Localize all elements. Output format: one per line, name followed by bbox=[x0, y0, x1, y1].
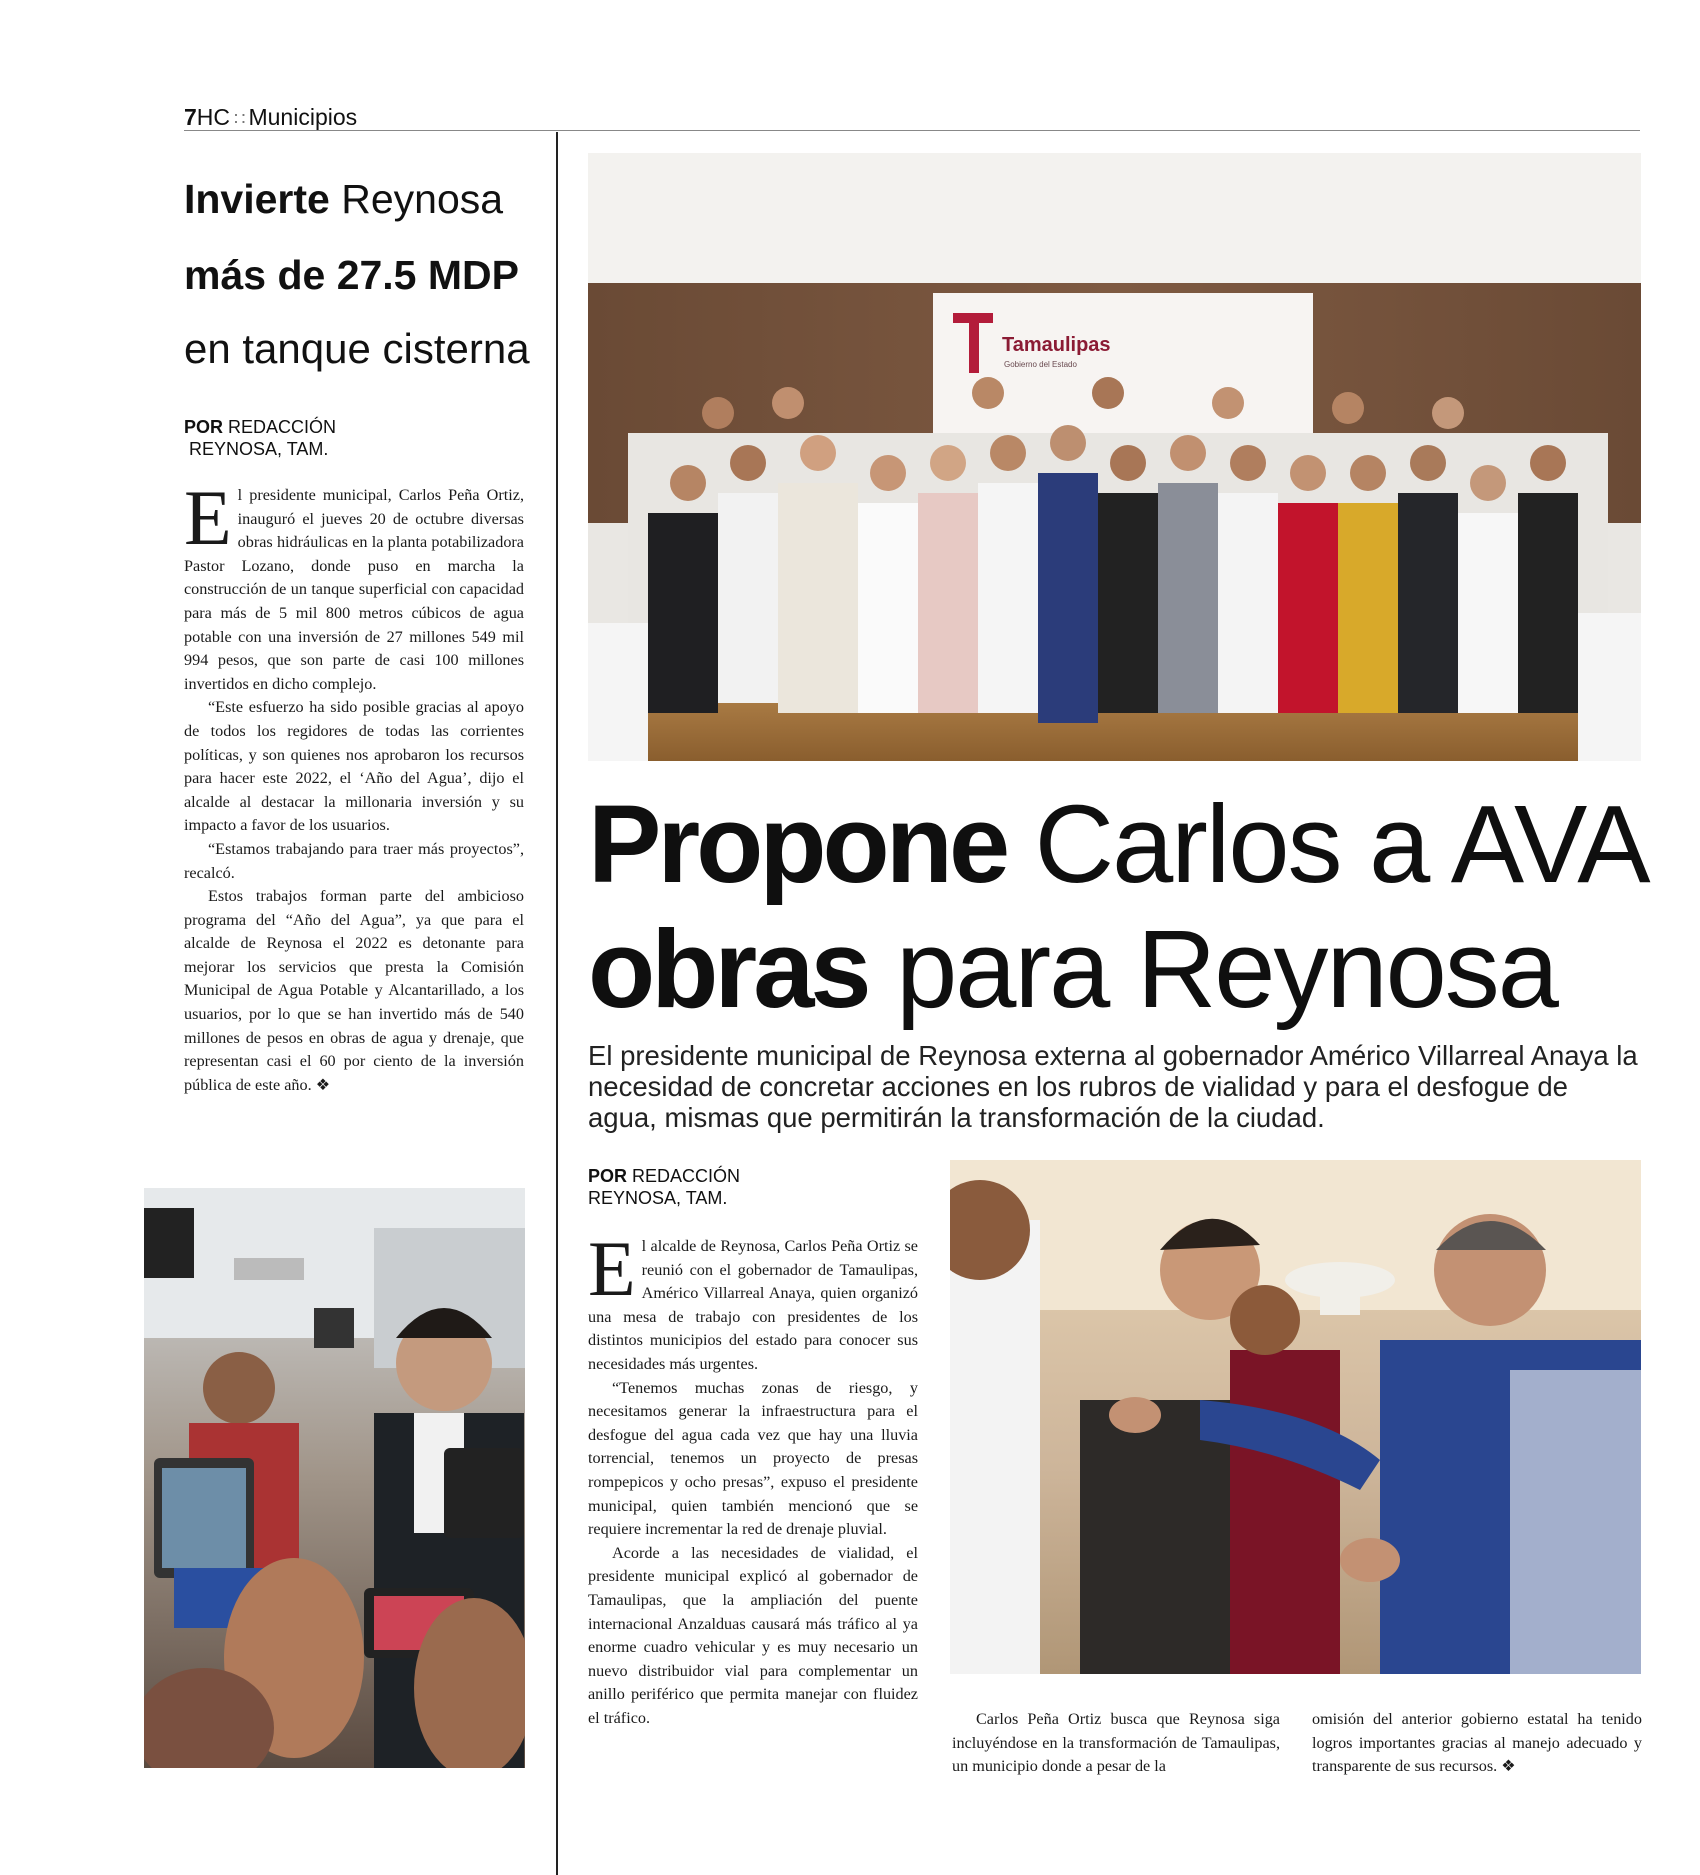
paragraph: l alcalde de Reynosa, Carlos Peña Ortiz se reunió con el gobernador de Tamaulipas, Américo Villarreal Anaya, quien organizó una mesa de trabajo con presidentes de los distintos municipios del estado para conocer sus necesidades más urgentes. bbox=[588, 1237, 918, 1373]
drop-cap: E bbox=[184, 474, 232, 561]
byline-por: POR bbox=[588, 1166, 628, 1186]
paragraph: Acorde a las necesidades de vialidad, el presidente municipal explicó al gobernador de Tamaulipas, que la ampliación del puente internacional Anzalduas causará más tráfico al ya enorme cuadro vehicular y es muy necesario un nuevo distribuidor vial para complementar un anillo periférico que permita manejar con fluidez el tráfico. bbox=[588, 1543, 918, 1727]
handshake-photo-illustration bbox=[950, 1160, 1641, 1674]
paragraph: “Estamos trabajando para traer más proyectos”, recalcó. bbox=[184, 839, 524, 882]
banner-sub: Gobierno del Estado bbox=[1004, 360, 1077, 369]
paragraph: Estos trabajos forman parte del ambicioso programa del “Año del Agua”, ya que para el alcalde de Reynosa el 2022 es detonante para mejorar los servicios que presta la Comisión Municipal de Agua Potable y Alcantarillado, a los usuarios, por lo que se han invertido más de 540 millones de pesos en obras de agua y drenaje, que representan casi el 60 por ciento de la inversión pública de este año. ❖ bbox=[184, 887, 524, 1094]
page-folio bbox=[184, 104, 357, 131]
handshake-photo bbox=[950, 1160, 1641, 1674]
byline-por: POR bbox=[184, 417, 224, 437]
header-rule bbox=[184, 130, 1640, 131]
left-byline bbox=[184, 416, 336, 460]
banner-brand: Tamaulipas bbox=[1002, 334, 1111, 356]
group-photo bbox=[588, 153, 1641, 761]
left-headline-line2: más de 27.5 MDP bbox=[184, 252, 519, 298]
column-rule bbox=[556, 132, 558, 1875]
closing-paragraph-part2: omisión del anterior gobierno estatal ha tenido logros importantes gracias al manejo adecuado y transparente de sus recursos. ❖ bbox=[1312, 1710, 1642, 1776]
paragraph: “Este esfuerzo ha sido posible gracias al apoyo de todos los regidores de todas las corrientes políticas, y son quienes nos aprobaron los recursos para hacer este 2022, el ‘Año del Agua’, dijo el alcalde al destacar la millonaria inversión y su impacto a favor de los usuarios. bbox=[184, 698, 524, 835]
main-headline-rest: para Reynosa bbox=[867, 908, 1557, 1031]
left-headline-line3: en tanque cisterna bbox=[184, 325, 530, 372]
main-headline-line1 bbox=[588, 785, 1649, 905]
press-photo bbox=[144, 1188, 525, 1768]
main-dek: El presidente municipal de Reynosa externa al gobernador Américo Villarreal Anaya la necesidad de concretar acciones en los rubros de vialidad y para el desfogue de agua, mismas que permitirán la transformación de la ciudad. bbox=[588, 1040, 1638, 1133]
main-headline-rest: Carlos a AVA bbox=[1006, 783, 1649, 906]
separator-icon: ∷ bbox=[234, 109, 245, 129]
byline-author: REDACCIÓN bbox=[627, 1166, 741, 1186]
left-headline-line1 bbox=[184, 176, 503, 223]
paper-name: HC bbox=[196, 104, 231, 130]
byline-author: REDACCIÓN bbox=[223, 417, 337, 437]
left-headline-bold: Invierte bbox=[184, 176, 330, 222]
drop-cap: E bbox=[588, 1225, 636, 1312]
section-name: Municipios bbox=[248, 104, 358, 130]
paragraph: l presidente municipal, Carlos Peña Ortiz, inauguró el jueves 20 de octubre diversas obras hidráulicas en la planta potabilizadora Pastor Lozano, donde puso en marcha la construcción de un tanque superficial con capacidad para más de 5 mil 800 metros cúbicos de agua potable con una inversión de 27 millones 549 mil 994 pesos, que son parte de casi 100 millones invertidos en dicho complejo. bbox=[184, 486, 524, 693]
main-article-body bbox=[588, 1225, 918, 1730]
press-photo-illustration bbox=[144, 1188, 525, 1768]
page-number: 7 bbox=[184, 104, 197, 130]
left-article-body bbox=[184, 474, 524, 1097]
group-photo-illustration bbox=[588, 153, 1641, 761]
closing-paragraph-part1: Carlos Peña Ortiz busca que Reynosa siga incluyéndose en la transformación de Tamaulipas, un municipio donde a pesar de la bbox=[952, 1710, 1280, 1776]
byline-place: REYNOSA, TAM. bbox=[588, 1188, 728, 1208]
byline-place: REYNOSA, TAM. bbox=[189, 439, 329, 459]
main-byline bbox=[588, 1165, 740, 1209]
main-headline-bold: Propone bbox=[588, 783, 1007, 906]
paragraph: “Tenemos muchas zonas de riesgo, y necesitamos generar la infraestructura para el desfogue del agua cada vez que hay una lluvia torrencial, tenemos un proyecto de presas rompepicos y ocho presas”, expuso el presidente municipal, quien también mencionó que se requiere incrementar la red de drenaje pluvial. bbox=[588, 1378, 918, 1539]
main-headline-bold: obras bbox=[588, 908, 868, 1031]
left-headline-rest: Reynosa bbox=[329, 176, 504, 222]
main-headline-line2 bbox=[588, 910, 1557, 1030]
